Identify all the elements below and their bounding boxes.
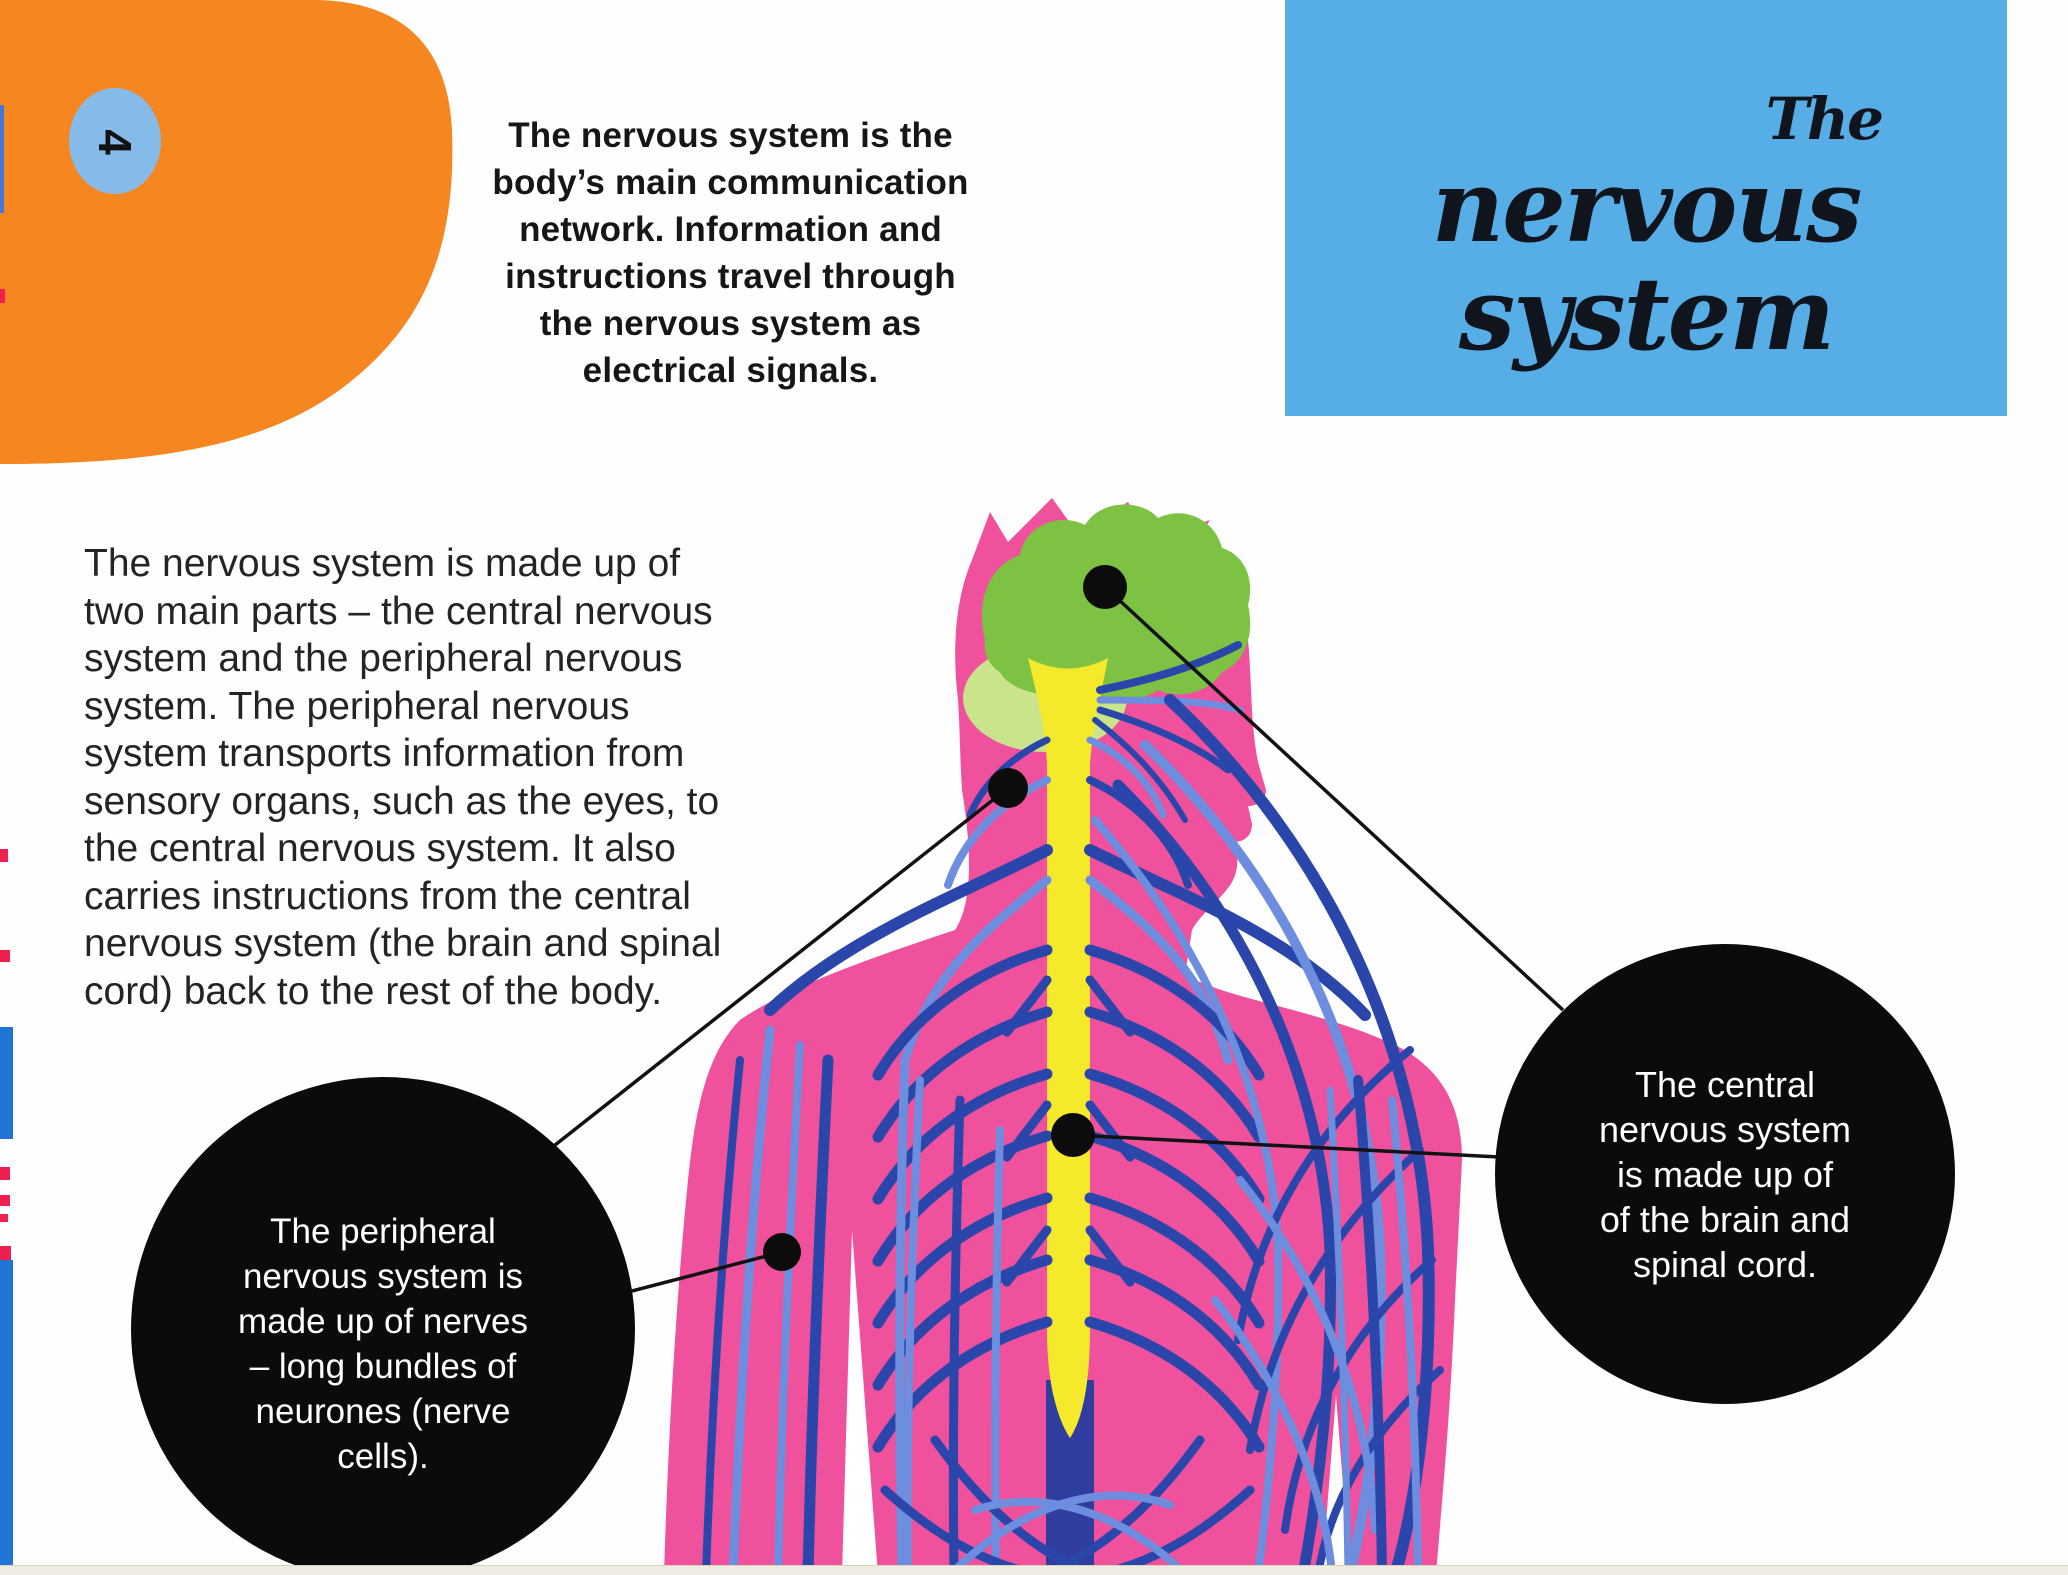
- callout-peripheral: [131, 1077, 635, 1575]
- paragraph-line: carries instructions from the central: [84, 874, 691, 918]
- callout-line: neurones (nerve: [255, 1392, 511, 1431]
- intro-line: network. Information and: [519, 210, 942, 249]
- dot-neck: [988, 768, 1028, 808]
- paragraph-line: system transports information from: [84, 732, 685, 775]
- callout-line: nervous system: [1598, 1108, 1852, 1150]
- callout-line: of the brain and: [1599, 1198, 1851, 1240]
- callout-line: nervous system is: [242, 1257, 524, 1296]
- intro-line: instructions travel through: [505, 257, 956, 296]
- paragraph-line: cord) back to the rest of the body.: [84, 969, 663, 1013]
- paragraph-line: The nervous system is made up of: [84, 542, 681, 585]
- callout-central: [1495, 944, 1955, 1404]
- callout-line: The central: [1634, 1063, 1816, 1105]
- intro-line: the nervous system as: [539, 304, 922, 343]
- page-number: 4: [89, 129, 141, 155]
- callout-line: made up of nerves: [238, 1302, 528, 1341]
- page-title-system: system: [1458, 255, 1834, 373]
- paragraph-line: system and the peripheral nervous: [84, 637, 683, 680]
- paragraph-line: system. The peripheral nervous: [84, 684, 630, 728]
- callout-line: The peripheral: [270, 1212, 496, 1251]
- paragraph-line: the central nervous system. It also: [84, 827, 676, 870]
- callout-line: cells).: [337, 1437, 429, 1476]
- paragraph-line: sensory organs, such as the eyes, to: [84, 779, 720, 823]
- callout-line: is made up of: [1616, 1153, 1834, 1195]
- intro-line: electrical signals.: [582, 351, 879, 390]
- dot-brain: [1083, 565, 1127, 609]
- callout-line: – long bundles of: [249, 1347, 517, 1386]
- print-marks: [0, 849, 13, 1575]
- intro-line: body’s main communication: [492, 163, 969, 202]
- paragraph-line: nervous system (the brain and spinal: [84, 922, 722, 965]
- paragraph-line: two main parts – the central nervous: [84, 589, 713, 633]
- page-title-the: The: [1765, 85, 1882, 153]
- page-title-nervous: nervous: [1431, 147, 1861, 265]
- callout-line: spinal cord.: [1632, 1243, 1818, 1285]
- intro-line: The nervous system is the: [508, 116, 953, 155]
- dot-spine: [1051, 1113, 1095, 1157]
- dot-arm-nerves: [763, 1233, 801, 1271]
- page-edge: [0, 1565, 2068, 1575]
